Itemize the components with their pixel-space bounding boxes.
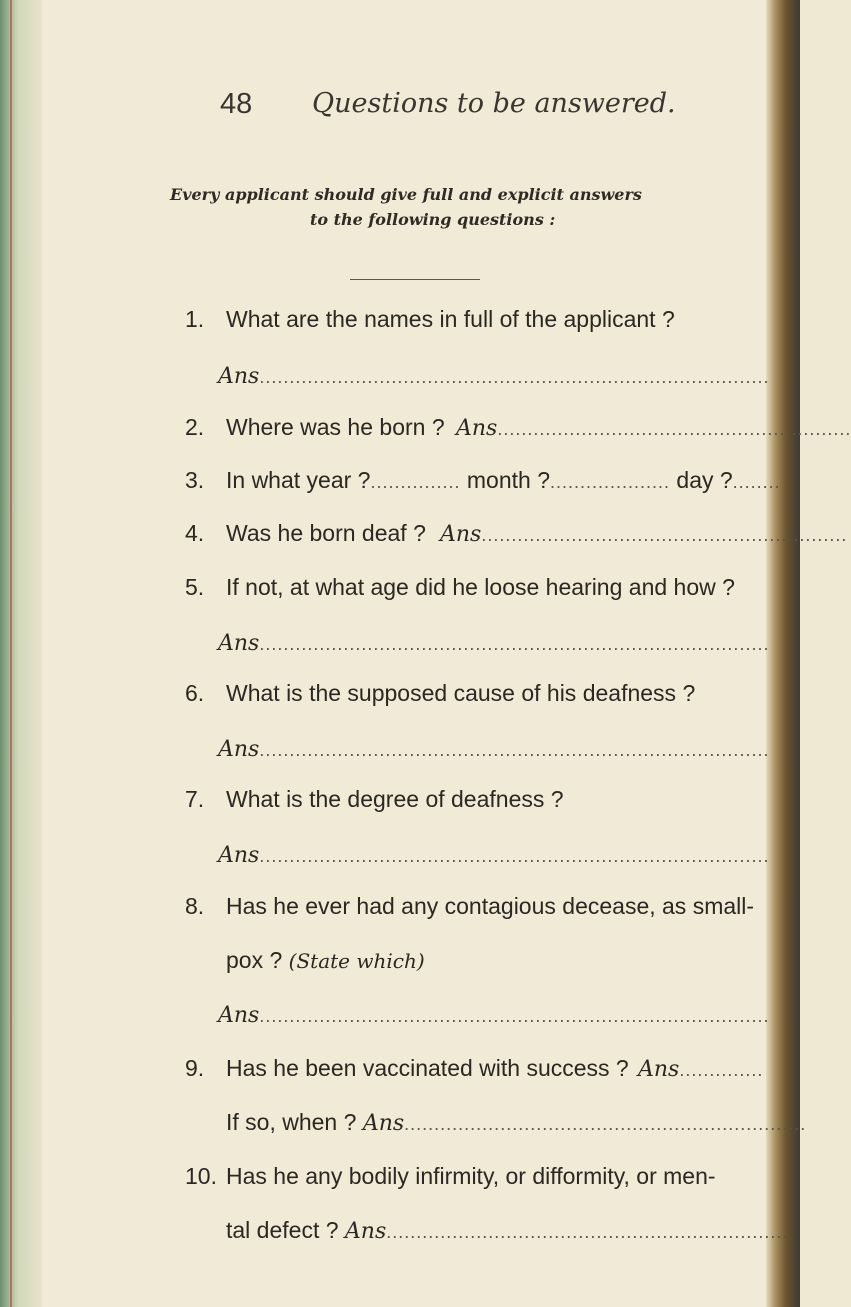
year-label: In what year ? [226,467,371,493]
question-3-fields[interactable] [226,467,781,494]
question-number: 2. [185,414,205,440]
answer-dots: ........................................................... [497,419,851,439]
answer-label: Ans [344,1219,387,1244]
answer-dots: ..................................................................................... [259,1006,770,1026]
question-text: Has he been vaccinated with success ? [226,1055,629,1081]
answer-dots: ..................................................................................... [259,740,770,760]
running-title: Questions to be answered. [312,88,676,119]
answer-dots: ................................................................... [404,1114,807,1134]
question-8-continued [226,947,425,974]
question-text-continued: pox ? [226,947,283,973]
question-number: 4. [185,520,205,546]
answer-line-9[interactable] [638,1055,763,1082]
question-text: What is the supposed cause of his deafness ? [226,680,696,706]
answer-line-2[interactable] [456,414,851,441]
question-text: Has he ever had any contagious decease, as small- [226,893,755,919]
state-which-note: (State which) [288,949,425,973]
answer-label: Ans [456,416,498,441]
instructions [102,182,742,232]
answer-line-5[interactable] [218,629,769,656]
answer-line-7[interactable] [218,841,769,868]
book-binding-left [0,0,42,1307]
answer-line-4[interactable] [440,520,847,547]
question-text: Was he born deaf ? [226,520,426,546]
question-text: What are the names in full of the applicant ? [226,306,675,332]
day-label: day ? [676,467,733,493]
month-dots: .................... [549,472,671,492]
question-number: 9. [185,1055,205,1081]
answer-dots: ..................................................................................... [259,846,770,866]
year-dots: ............... [370,472,461,492]
document-page [42,0,851,1307]
page-number: 48 [220,88,253,120]
question-number: 6. [185,680,205,706]
question-9-continued [226,1109,806,1136]
answer-line-8[interactable] [218,1001,769,1028]
answer-label: Ans [218,843,260,868]
answer-dots: ............................................................. [481,525,848,545]
answer-label: Ans [440,522,482,547]
answer-label: Ans [218,737,260,762]
answer-label: Ans [362,1111,405,1136]
answer-label: Ans [218,364,260,389]
question-text-continued: tal defect ? [226,1217,339,1243]
question-text: Has he any bodily infirmity, or difformity, or men- [226,1163,716,1189]
answer-line-6[interactable] [218,735,769,762]
question-text: Where was he born ? [226,414,445,440]
answer-dots: .............. [679,1060,764,1080]
question-text: If not, at what age did he loose hearing and how ? [226,574,735,600]
question-number: 1. [185,306,205,332]
answer-dots: ..................................................................................... [259,367,770,387]
instructions-line-1: Every applicant should give full and explicit answers [170,185,642,204]
question-text-continued: If so, when ? [226,1109,357,1135]
question-number: 8. [185,893,205,919]
answer-dots: ..................................................................................... [259,634,770,654]
separator-rule [350,279,480,280]
day-dots: ........ [732,472,781,492]
question-number: 5. [185,574,205,600]
answer-dots: ................................................................... [386,1222,789,1242]
page-header [42,88,766,128]
answer-line-9b[interactable] [363,1109,806,1135]
question-10-continued [226,1217,788,1244]
question-number: 3. [185,467,205,493]
answer-label: Ans [218,1003,260,1028]
instructions-line-2: to the following questions : [310,210,556,229]
month-label: month ? [466,467,550,493]
question-number: 7. [185,786,205,812]
answer-line-1[interactable] [218,362,769,389]
question-number: 10. [185,1163,217,1189]
question-text: What is the degree of deafness ? [226,786,564,812]
answer-line-10[interactable] [345,1217,788,1243]
answer-label: Ans [218,631,260,656]
answer-label: Ans [638,1057,680,1082]
